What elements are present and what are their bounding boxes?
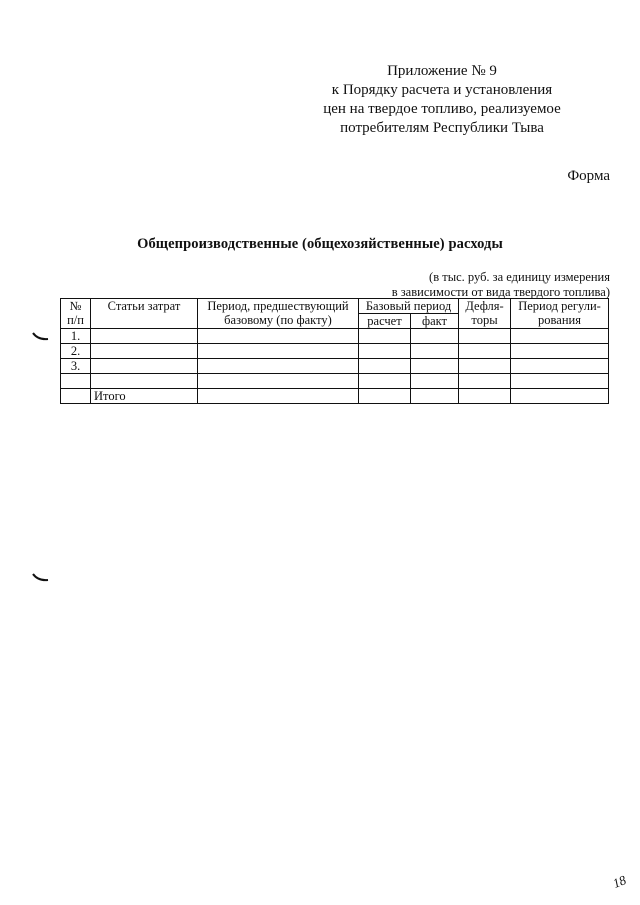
cell bbox=[359, 329, 411, 344]
document-title: Общепроизводственные (общехозяйственные) расходы bbox=[137, 236, 503, 252]
cost-table bbox=[60, 298, 609, 404]
header-deflators bbox=[459, 299, 511, 329]
form-label: Форма bbox=[567, 168, 610, 184]
cell bbox=[511, 329, 609, 344]
appendix-line: Приложение № 9 bbox=[387, 63, 497, 79]
cell bbox=[198, 359, 359, 374]
cell bbox=[511, 344, 609, 359]
appendix-line: потребителям Республики Тыва bbox=[340, 120, 544, 136]
header-cost-items: Статьи затрат bbox=[91, 299, 198, 329]
binding-hole-mark bbox=[31, 572, 51, 584]
row-num: 1. bbox=[61, 329, 91, 344]
table-row bbox=[61, 359, 609, 374]
cell bbox=[411, 344, 459, 359]
cell bbox=[359, 374, 411, 389]
row-cost-item: Итого bbox=[91, 389, 198, 404]
header-regulation-period-line: Период регули- bbox=[518, 299, 601, 313]
cell bbox=[459, 344, 511, 359]
cell bbox=[411, 389, 459, 404]
cell bbox=[198, 374, 359, 389]
row-num: 2. bbox=[61, 344, 91, 359]
cell bbox=[511, 389, 609, 404]
appendix-reference bbox=[292, 62, 592, 138]
header-num bbox=[61, 299, 91, 329]
table-row bbox=[61, 329, 609, 344]
row-cost-item bbox=[91, 374, 198, 389]
cell bbox=[198, 329, 359, 344]
header-base-fact: факт bbox=[411, 314, 459, 329]
header-regulation-period-line: рования bbox=[538, 313, 581, 327]
units-line: в зависимости от вида твердого топлива) bbox=[391, 285, 610, 299]
header-base-period: Базовый период bbox=[359, 299, 459, 314]
row-cost-item bbox=[91, 329, 198, 344]
cell bbox=[411, 374, 459, 389]
cell bbox=[359, 344, 411, 359]
header-base-calc: расчет bbox=[359, 314, 411, 329]
header-num-line: п/п bbox=[67, 313, 84, 327]
header-regulation-period bbox=[511, 299, 609, 329]
cell bbox=[198, 344, 359, 359]
cell bbox=[411, 359, 459, 374]
cell bbox=[511, 359, 609, 374]
table-row bbox=[61, 344, 609, 359]
cell bbox=[511, 374, 609, 389]
cell bbox=[359, 359, 411, 374]
units-note bbox=[392, 270, 610, 300]
table-row bbox=[61, 374, 609, 389]
binding-hole-mark bbox=[31, 331, 51, 343]
row-num bbox=[61, 374, 91, 389]
cell bbox=[459, 389, 511, 404]
units-line: (в тыс. руб. за единицу измерения bbox=[429, 270, 610, 284]
row-num: 3. bbox=[61, 359, 91, 374]
header-previous-period-line: базовому (по факту) bbox=[224, 313, 332, 327]
cell bbox=[198, 389, 359, 404]
header-previous-period bbox=[198, 299, 359, 329]
cell bbox=[411, 329, 459, 344]
appendix-line: к Порядку расчета и установления bbox=[331, 82, 553, 98]
header-previous-period-line: Период, предшествующий bbox=[207, 299, 349, 313]
row-cost-item bbox=[91, 359, 198, 374]
cell bbox=[359, 389, 411, 404]
appendix-line: цен на твердое топливо, реализуемое bbox=[323, 101, 561, 117]
cell bbox=[459, 329, 511, 344]
header-deflators-line: торы bbox=[471, 313, 498, 327]
row-num bbox=[61, 389, 91, 404]
cell bbox=[459, 374, 511, 389]
header-num-line: № bbox=[69, 299, 82, 313]
row-cost-item bbox=[91, 344, 198, 359]
header-deflators-line: Дефля- bbox=[465, 299, 504, 313]
table-row-total bbox=[61, 389, 609, 404]
cell bbox=[459, 359, 511, 374]
handwritten-page-number: 18 bbox=[610, 872, 629, 891]
